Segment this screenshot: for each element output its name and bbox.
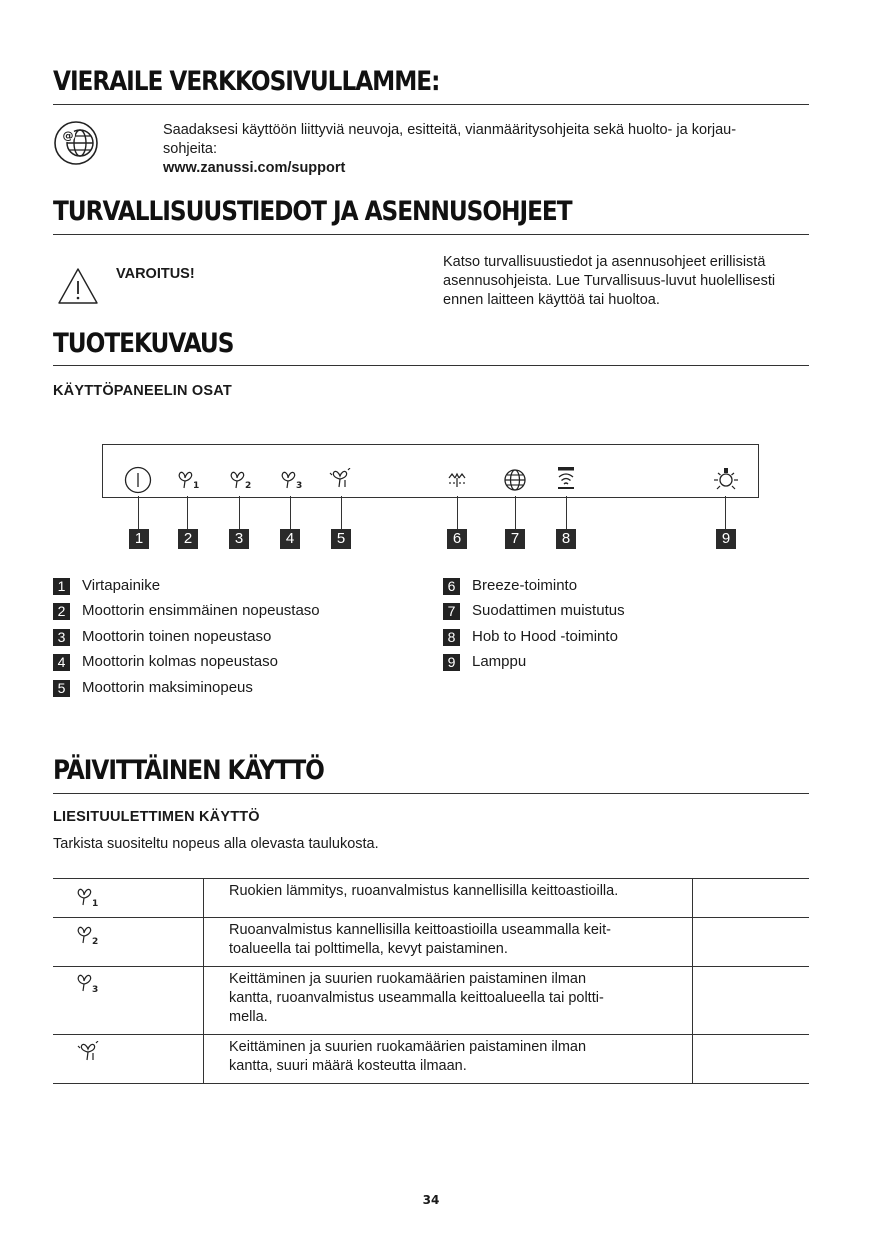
divider <box>53 104 809 105</box>
filter-icon[interactable] <box>503 468 527 492</box>
callout-line <box>341 496 342 529</box>
callout-line <box>290 496 291 529</box>
svg-text:2: 2 <box>245 481 252 490</box>
breeze-icon[interactable] <box>445 468 469 490</box>
callout-line <box>138 496 139 529</box>
visit-heading: VIERAILE VERKKOSIVULLAMME: <box>53 66 440 97</box>
legend-number: 6 <box>443 578 460 595</box>
legend-label: Lamppu <box>472 653 527 670</box>
table-text-cell <box>204 918 693 967</box>
table-empty-cell <box>693 918 810 967</box>
legend-label: Virtapainike <box>82 577 161 594</box>
callout-line <box>457 496 458 529</box>
legend-item <box>53 577 160 595</box>
divider <box>53 793 809 794</box>
fan-max-icon <box>77 1041 101 1063</box>
fan-max-icon[interactable] <box>329 468 353 490</box>
divider <box>53 234 809 235</box>
legend-number: 2 <box>53 603 70 620</box>
hob-to-hood-icon[interactable] <box>554 466 578 492</box>
speed-table <box>53 878 809 1084</box>
legend-label: Moottorin kolmas nopeustaso <box>82 653 278 670</box>
safety-text-line: asennusohjeista. Lue Turvallisuus-luvut huolellisesti <box>443 273 776 289</box>
legend-label: Suodattimen muistutus <box>472 602 625 619</box>
legend-label: Hob to Hood -toiminto <box>472 628 618 645</box>
support-link[interactable]: www.zanussi.com/support <box>163 160 346 176</box>
table-text-line: kantta, ruoanvalmistus useammalla keittoalueella tai poltti- <box>229 990 604 1006</box>
safety-heading: TURVALLISUUSTIEDOT JA ASENNUSOHJEET <box>53 196 572 227</box>
table-text-line: Ruokien lämmitys, ruoanvalmistus kannellisilla keittoastioilla. <box>229 883 619 899</box>
legend-number: 8 <box>443 629 460 646</box>
callout-line <box>725 496 726 529</box>
table-icon-cell <box>53 967 204 1035</box>
callout-number: 9 <box>716 529 736 549</box>
callout-line <box>515 496 516 529</box>
callout-number: 7 <box>505 529 525 549</box>
globe-at-icon <box>53 120 99 166</box>
visit-text: Saadaksesi käyttöön liittyviä neuvoja, esitteitä, vianmääritysohjeita sekä huolto- ja korjau- <box>163 122 737 138</box>
table-text-line: mella. <box>229 1009 268 1025</box>
legend-label: Moottorin maksiminopeus <box>82 679 253 696</box>
legend-item <box>53 602 320 620</box>
fan-speed-1-icon <box>75 886 101 908</box>
warning-label: VAROITUS! <box>116 266 195 282</box>
safety-text-line: ennen laitteen käyttöä tai huoltoa. <box>443 292 660 308</box>
table-icon-cell <box>53 1035 204 1084</box>
table-text-line: Keittäminen ja suurien ruokamäärien paistaminen ilman <box>229 1039 587 1055</box>
legend-item <box>443 653 526 671</box>
callout-number: 2 <box>178 529 198 549</box>
fan-speed-2-icon <box>75 924 101 946</box>
legend-item <box>443 602 625 620</box>
table-text-line: Keittäminen ja suurien ruokamäärien paistaminen ilman <box>229 971 587 987</box>
legend-number: 5 <box>53 680 70 697</box>
legend-number: 3 <box>53 629 70 646</box>
speed-number: 3 <box>92 985 99 994</box>
legend-number: 9 <box>443 654 460 671</box>
fan-speed-3-icon[interactable] <box>280 470 304 490</box>
table-text-cell <box>204 1035 693 1084</box>
legend-item <box>53 679 253 697</box>
table-text-cell <box>204 879 693 918</box>
safety-text-line: Katso turvallisuustiedot ja asennusohjeet erillisistä <box>443 254 766 270</box>
callout-number: 6 <box>447 529 467 549</box>
table-empty-cell <box>693 1035 810 1084</box>
svg-text:@: @ <box>62 129 74 142</box>
table-text-cell <box>204 967 693 1035</box>
hood-use-subheading: LIESITUULETTIMEN KÄYTTÖ <box>53 809 260 825</box>
svg-text:1: 1 <box>193 481 200 490</box>
legend-number: 1 <box>53 578 70 595</box>
callout-number: 5 <box>331 529 351 549</box>
power-icon[interactable] <box>124 466 152 494</box>
warning-triangle-icon <box>57 267 99 305</box>
callout-line <box>239 496 240 529</box>
legend-label: Breeze-toiminto <box>472 577 578 594</box>
fan-speed-3-icon <box>75 972 101 994</box>
divider <box>53 365 809 366</box>
table-icon-cell <box>53 879 204 918</box>
table-row <box>53 918 809 967</box>
panel-subheading: KÄYTTÖPANEELIN OSAT <box>53 383 232 399</box>
page-number: 34 <box>422 1193 440 1207</box>
legend-item <box>443 577 577 595</box>
lamp-icon[interactable] <box>712 466 740 494</box>
daily-heading: PÄIVITTÄINEN KÄYTTÖ <box>53 755 324 786</box>
table-row <box>53 879 809 918</box>
table-row <box>53 967 809 1035</box>
table-text-line: toalueella tai polttimella, kevyt paistaminen. <box>229 941 508 957</box>
speed-number: 2 <box>92 937 99 946</box>
legend-item <box>53 628 271 646</box>
table-text-line: kantta, suuri määrä kosteutta ilmaan. <box>229 1058 467 1074</box>
intro-text: Tarkista suositeltu nopeus alla olevasta taulukosta. <box>53 836 379 852</box>
product-heading: TUOTEKUVAUS <box>53 328 234 359</box>
callout-number: 4 <box>280 529 300 549</box>
table-icon-cell <box>53 918 204 967</box>
table-row <box>53 1035 809 1084</box>
legend-item <box>443 628 618 646</box>
callout-number: 3 <box>229 529 249 549</box>
visit-text-cont: sohjeita: <box>163 141 218 157</box>
legend-number: 7 <box>443 603 460 620</box>
svg-text:3: 3 <box>296 481 303 490</box>
fan-speed-2-icon[interactable] <box>229 470 253 490</box>
table-text-line: Ruoanvalmistus kannellisilla keittoastioilla useammalla keit- <box>229 922 611 938</box>
callout-number: 8 <box>556 529 576 549</box>
legend-number: 4 <box>53 654 70 671</box>
callout-line <box>566 496 567 529</box>
legend-label: Moottorin toinen nopeustaso <box>82 628 272 645</box>
table-empty-cell <box>693 967 810 1035</box>
table-empty-cell <box>693 879 810 918</box>
legend-label: Moottorin ensimmäinen nopeustaso <box>82 602 320 619</box>
callout-line <box>187 496 188 529</box>
fan-speed-1-icon[interactable] <box>177 470 201 490</box>
speed-number: 1 <box>92 899 99 908</box>
callout-number: 1 <box>129 529 149 549</box>
legend-item <box>53 653 278 671</box>
